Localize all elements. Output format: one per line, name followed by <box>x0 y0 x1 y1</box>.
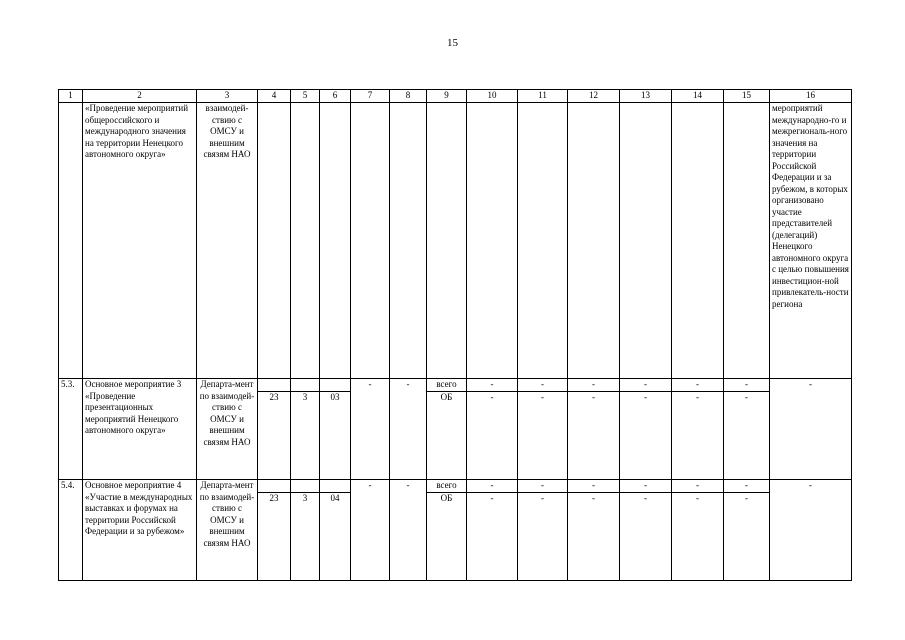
value-cell: - <box>620 379 672 392</box>
event-name-cell: Основное мероприятие 4 «Участие в международных выставках и форумах на территории Российской Федерации и за рубежом» <box>83 480 197 581</box>
header-cell: 5 <box>291 90 320 103</box>
value-cell: - <box>724 379 770 392</box>
header-cell: 15 <box>724 90 770 103</box>
executor-cell: Департа-мент по взаимодей-ствию с ОМСУ и внешним связям НАО <box>197 379 258 480</box>
event-name-cell: «Проведение мероприятий общероссийского и международного значения на территории Ненецкого автономного округа» <box>83 103 197 379</box>
header-cell: 12 <box>568 90 620 103</box>
header-cell: 8 <box>390 90 427 103</box>
value-cell: - <box>518 493 568 581</box>
value-cell: - <box>724 493 770 581</box>
indicator-cell: - <box>770 480 852 581</box>
table-row <box>59 379 852 392</box>
value-cell: - <box>672 392 724 480</box>
header-cell: 13 <box>620 90 672 103</box>
source-cell: всего <box>427 379 467 392</box>
value-cell: - <box>724 392 770 480</box>
value-cell: - <box>390 480 427 581</box>
value-cell: - <box>620 493 672 581</box>
program-table <box>58 89 852 581</box>
value-cell: - <box>620 392 672 480</box>
value-cell: - <box>351 379 390 480</box>
value-cell: - <box>620 480 672 493</box>
header-cell: 2 <box>83 90 197 103</box>
header-cell: 1 <box>59 90 83 103</box>
event-name-cell: Основное мероприятие 3 «Проведение презентационных мероприятий Ненецкого автономного округа» <box>83 379 197 480</box>
header-row <box>59 90 852 103</box>
executor-cell: взаимодей-ствию с ОМСУ и внешним связям НАО <box>197 103 258 379</box>
header-cell: 16 <box>770 90 852 103</box>
value-cell: - <box>467 379 518 392</box>
value-cell: - <box>568 493 620 581</box>
value-cell: - <box>351 480 390 581</box>
header-cell: 3 <box>197 90 258 103</box>
code-cell: 3 <box>291 493 320 581</box>
value-cell: - <box>518 480 568 493</box>
value-cell: - <box>568 480 620 493</box>
header-cell: 11 <box>518 90 568 103</box>
value-cell: - <box>724 480 770 493</box>
header-cell: 10 <box>467 90 518 103</box>
source-cell: всего <box>427 480 467 493</box>
code-cell: 23 <box>258 493 291 581</box>
table-row <box>59 480 852 493</box>
source-cell: ОБ <box>427 493 467 581</box>
value-cell: - <box>467 392 518 480</box>
continuation-row <box>59 103 852 379</box>
code-cell: 23 <box>258 392 291 480</box>
value-cell: - <box>390 379 427 480</box>
header-cell: 4 <box>258 90 291 103</box>
value-cell: - <box>467 493 518 581</box>
header-cell: 7 <box>351 90 390 103</box>
value-cell: - <box>568 392 620 480</box>
row-number: 5.4. <box>59 480 83 581</box>
value-cell: - <box>672 480 724 493</box>
indicator-cell: мероприятий международно-го и межрегиональ-ного значения на территории Российской Федерации и за рубежом, в которых организовано участие представителей (делегаций) Ненецкого автономного округа с целью повышения инвестицион-ной привлекатель-ности региона <box>770 103 852 379</box>
page-number: 15 <box>447 37 458 49</box>
value-cell: - <box>518 392 568 480</box>
value-cell: - <box>672 493 724 581</box>
header-cell: 14 <box>672 90 724 103</box>
indicator-cell: - <box>770 379 852 480</box>
code-cell: 04 <box>320 493 351 581</box>
value-cell: - <box>467 480 518 493</box>
code-cell: 3 <box>291 392 320 480</box>
value-cell: - <box>672 379 724 392</box>
source-cell: ОБ <box>427 392 467 480</box>
row-number: 5.3. <box>59 379 83 480</box>
code-cell: 03 <box>320 392 351 480</box>
executor-cell: Департа-мент по взаимодей-ствию с ОМСУ и внешним связям НАО <box>197 480 258 581</box>
value-cell: - <box>518 379 568 392</box>
value-cell: - <box>568 379 620 392</box>
header-cell: 9 <box>427 90 467 103</box>
header-cell: 6 <box>320 90 351 103</box>
